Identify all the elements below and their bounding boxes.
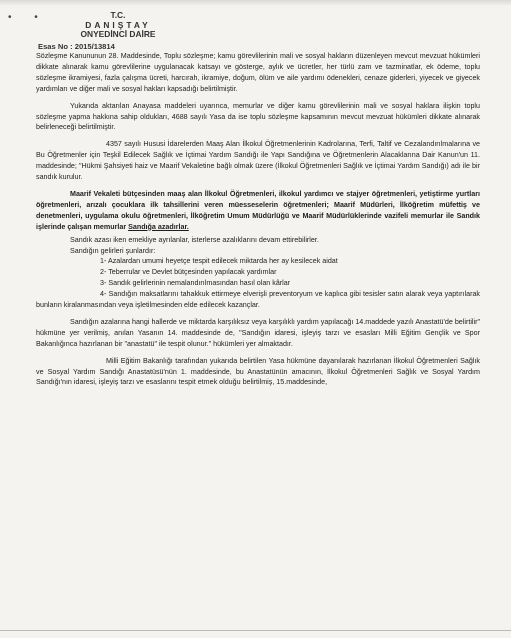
court-abbreviation: T.C. xyxy=(110,10,126,20)
scan-shadow xyxy=(0,0,511,6)
paragraph: Sandığın gelirleri şunlardır: xyxy=(70,246,156,255)
page-bottom-rule xyxy=(0,630,511,631)
court-name: DANIŞTAY xyxy=(85,19,151,30)
income-list xyxy=(36,256,480,311)
paragraph: 4357 sayılı Hususi İdarelerden Maaş Alan İlkokul Öğretmenlerinin Kadrolarına, Terfi, Taltif ve Cezalandırılmalarına ve Bu Öğretmenler için Teşkil Edilecek Sağlık ve İçtimai Yardım Sandığı ile Yapı Sandığına ve Öğretmenlerin Alacaklarına Dair Kanun'un 11. maddesinde; "Hükmi Şahsiyeti haiz ve Maarif Vekaletine bağlı olmak üzere (İlkokul Öğretmenleri Sağlık ve İçtimai Yardım Sandığı) adı ile bir sandık kurulur. xyxy=(36,140,480,182)
document-body xyxy=(36,51,480,388)
list-item: 3- Sandık gelirlerinin nemalandırılmasından hasıl olan kârlar xyxy=(100,279,291,288)
paragraph-bold xyxy=(36,189,480,233)
document-header xyxy=(38,11,198,40)
chamber-name: ONYEDİNCİ DAİRE xyxy=(80,29,156,40)
paragraph: Sandık azası iken emekliye ayrılanlar, isterlerse azalıklarını devam ettirebilirler. xyxy=(70,235,319,244)
paragraph: Sandığın azalarına hangi hallerde ve miktarda karşılıksız veya karşılıklı yardım yapılacağı 14.maddede yazılı Anastatü'de belirtilir" hükmüne yer verilmiş, anılan Yasanın 14. maddesinde de, "Sandığın idaresi, işleyiş tarzı ve esasları Milli Eğitim Gençlik ve Spor Bakanlığınca hazırlanan bir "anastatü" ile tespit olunur." hükümleri yer almaktadır. xyxy=(36,317,480,348)
paragraph: Sözleşme Kanununun 28. Maddesinde, Toplu sözleşme; kamu görevlilerinin mali ve sosyal hakların düzenleyen mevcut mevzuat hükümleri dikkate alınarak kamu görevlilerine uygulanacak katsayı ve gösterge, aylık ve ücretler, her türlü zam ve tazminatlar, ek ödeme, toplu sözleşme ikramiyesi, fazla çalışma ücreti, harcırah, ikramiye, doğum, ölüm ve aile yardımı ödenekleri, cenaze giderleri, yiyecek ve giyecek yardımları ve diğer mali ve sosyal hakları kapsadığı belirtilmiştir. xyxy=(36,52,480,93)
case-number: Esas No : 2015/13814 xyxy=(38,42,115,51)
paragraph: Yukarıda aktarılan Anayasa maddeleri uyarınca, memurlar ve diğer kamu görevlilerinin mali ve sosyal haklara ilişkin toplu sözleşme yapma hakkına sahip oldukları, 4688 sayılı Yasa da ise toplu sözleşme kapsamının mevcut mevzuat hükümleri dikkate alınarak belirleneceği belirtilmiştir. xyxy=(36,101,480,132)
list-item: 1- Azalardan umumi heyetçe tespit edilecek miktarda her ay kesilecek aidat xyxy=(100,257,338,266)
bold-text: Maarif Vekaleti bütçesinden maaş alan İlkokul Öğretmenleri, ilkokul yardımcı ve stajyer öğretmenleri, yetiştirme yurtları öğretmenleri, arızalı çocuklara ilk tahsillerini veren müesseselerin öğretmenleri; Maarif Müdürleri, İlköğretim müfettiş ve denetmenleri, uygulama okulu öğretmenleri, İlköğretim Umum Müdürlüğü ve Maarif Müdürlüklerinde vazifeli memurlar ile Sandık işlerinde çalışan memurlar xyxy=(36,189,480,231)
list-item: 2- Teberrular ve Devlet bütçesinden yapılacak yardımlar xyxy=(100,268,277,277)
punch-hole-marks: • • xyxy=(8,12,48,23)
paragraph: Milli Eğitim Bakanlığı tarafından yukarıda belirtilen Yasa hükmüne dayanılarak hazırlanan İlkokul Öğretmenleri Sağlık ve Sosyal Yardım Sandığı Anastatüsü'nün 1. maddesinde, bu Anastatünün amacının, İlkokul Öğretmenleri Sağlık ve Sosyal Yardım Sandığı'nın idaresi, işleyiş tarzı ve esaslarını tespit etmek olduğu belirtilmiş, 15.maddesinde, xyxy=(36,356,480,387)
underlined-text: Sandığa azadırlar. xyxy=(128,222,189,231)
list-item: 4- Sandığın maksatlarını tahakkuk ettirmeye elverişli preventoryum ve kaplıca gibi tesisler satın alarak veya yaptırılarak bunların kiralanmasından veya işletilmesinden elde edilecek kazançlar. xyxy=(36,290,480,310)
